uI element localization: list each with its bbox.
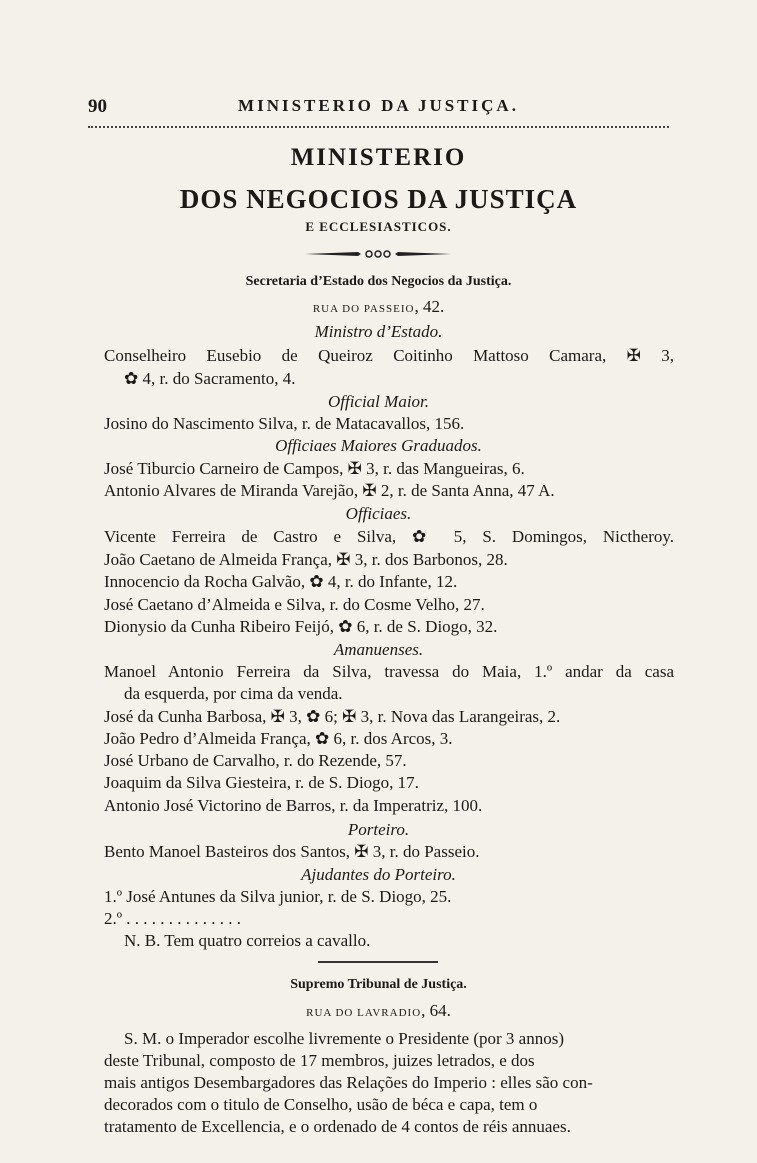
entry-line: Antonio Alvares de Miranda Varejão, ✠ 2, r. de Santa Anna, 47 A.	[104, 481, 555, 500]
address-number: 64.	[429, 1001, 451, 1020]
ministro-heading: Ministro d’Estado.	[314, 322, 443, 341]
entry-line: Antonio José Victorino de Barros, r. da Imperatriz, 100.	[104, 796, 483, 815]
paragraph-line: mais antigos Desembargadores das Relações do Imperio : elles são con-	[104, 1073, 593, 1092]
header-rule	[88, 126, 669, 128]
entry-line: Conselheiro Eusebio de Queiroz Coitinho Mattoso Camara, ✠ 3,	[104, 346, 674, 365]
supremo-address: RUA DO LAVRADIO, 64.	[306, 1001, 451, 1020]
running-title: MINISTERIO DA JUSTIÇA.	[238, 96, 519, 115]
page-number: 90	[88, 96, 107, 117]
ministry-title: MINISTERIO	[290, 144, 467, 171]
secretaria-address: RUA DO PASSEIO, 42.	[312, 297, 445, 316]
running-head	[88, 96, 669, 120]
ornament-divider	[303, 248, 453, 260]
section-divider	[318, 961, 438, 963]
entry-line: ✿ 4, r. do Sacramento, 4.	[124, 369, 296, 388]
amanuenses-heading: Amanuenses.	[333, 640, 424, 659]
entry-line: Vicente Ferreira de Castro e Silva, ✿ 5, S. Domingos, Nictheroy.	[104, 527, 674, 546]
entry-line: Bento Manoel Basteiros dos Santos, ✠ 3, r. do Passeio.	[104, 842, 480, 861]
graduados-heading: Officiaes Maiores Graduados.	[275, 436, 482, 455]
entry-line: José Caetano d’Almeida e Silva, r. do Cosme Velho, 27.	[104, 595, 485, 614]
entry-line: 2.º . . . . . . . . . . . . . .	[104, 909, 242, 928]
entry-line: da esquerda, por cima da venda.	[124, 684, 343, 703]
address-street: RUA DO PASSEIO	[312, 303, 415, 315]
ministry-subtitle-2: E ECCLESIASTICOS.	[305, 219, 452, 234]
entry-line: José Urbano de Carvalho, r. do Rezende, 57.	[104, 751, 407, 770]
supremo-title: Supremo Tribunal de Justiça.	[290, 977, 467, 992]
entry-line: Dionysio da Cunha Ribeiro Feijó, ✿ 6, r. de S. Diogo, 32.	[104, 617, 498, 636]
entry-line: Innocencio da Rocha Galvão, ✿ 4, r. do Infante, 12.	[104, 572, 458, 591]
entry-line: 1.º José Antunes da Silva junior, r. de S. Diogo, 25.	[104, 887, 452, 906]
entry-line: João Caetano de Almeida França, ✠ 3, r. dos Barbonos, 28.	[104, 550, 508, 569]
paragraph-line: decorados com o titulo de Conselho, usão de béca e capa, tem o	[104, 1095, 538, 1114]
entry-line: José Tiburcio Carneiro de Campos, ✠ 3, r. das Mangueiras, 6.	[104, 459, 525, 478]
paragraph-line: S. M. o Imperador escolhe livremente o Presidente (por 3 annos)	[124, 1029, 564, 1048]
secretaria-title: Secretaria d’Estado dos Negocios da Justiça.	[245, 274, 512, 289]
entry-line: José da Cunha Barbosa, ✠ 3, ✿ 6; ✠ 3, r. Nova das Larangeiras, 2.	[104, 707, 561, 726]
paragraph-line: tratamento de Excellencia, e o ordenado de 4 contos de réis annuaes.	[104, 1117, 571, 1136]
ministry-subtitle: DOS NEGOCIOS DA JUSTIÇA	[179, 184, 578, 214]
entry-line: João Pedro d’Almeida França, ✿ 6, r. dos Arcos, 3.	[104, 729, 453, 748]
entry-line: Josino do Nascimento Silva, r. de Matacavallos, 156.	[104, 414, 465, 433]
porteiro-heading: Porteiro.	[347, 820, 410, 839]
officiaes-heading: Officiaes.	[345, 504, 412, 523]
entry-line: Manoel Antonio Ferreira da Silva, travessa do Maia, 1.º andar da casa	[104, 662, 674, 681]
entry-line: Joaquim da Silva Giesteira, r. de S. Diogo, 17.	[104, 773, 419, 792]
address-street: RUA DO LAVRADIO	[306, 1007, 422, 1019]
ajudantes-heading: Ajudantes do Porteiro.	[301, 865, 456, 884]
paragraph-line: deste Tribunal, composto de 17 membros, juizes letrados, e dos	[104, 1051, 535, 1070]
entry-line: N. B. Tem quatro correios a cavallo.	[124, 931, 371, 950]
address-number: 42.	[422, 297, 445, 316]
official-heading: Official Maior.	[327, 392, 430, 411]
